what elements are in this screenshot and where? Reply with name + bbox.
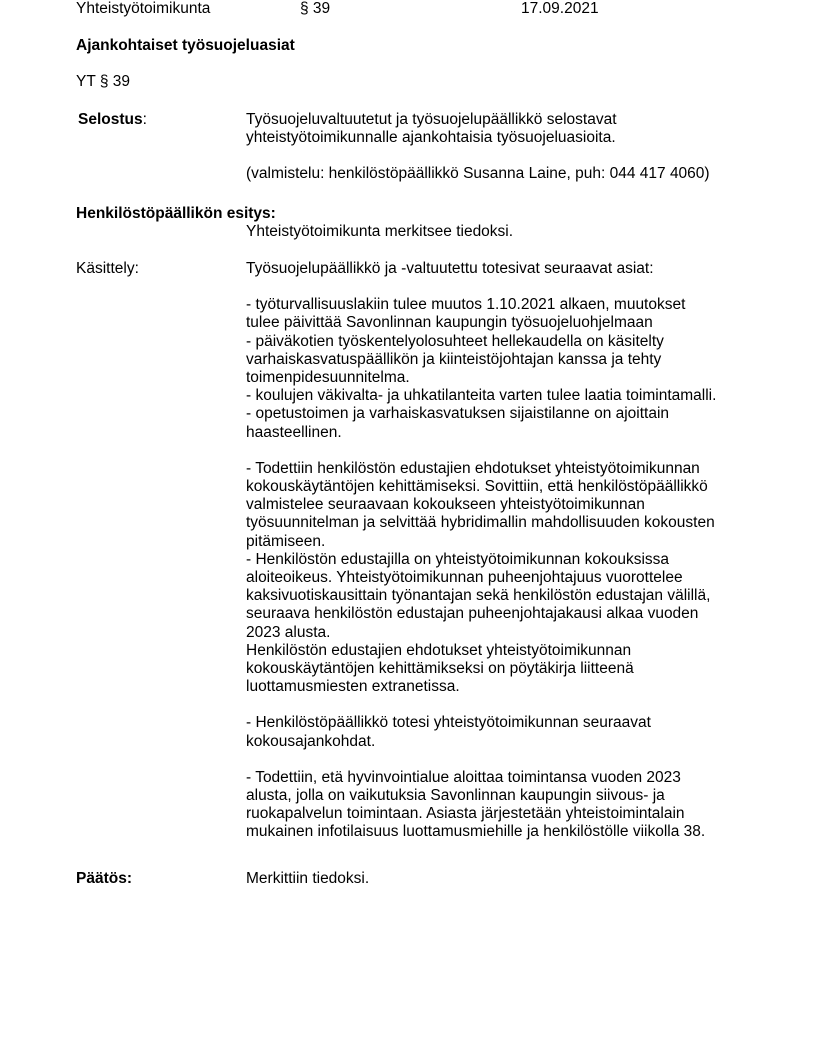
section-reference: YT § 39 bbox=[76, 73, 131, 90]
selostus-text: Työsuojeluvaltuutetut ja työsuojelupäällikkö selostavat yhteistyötoimikunnalle ajankohtaisia työsuojeluasioita. bbox=[246, 111, 617, 147]
document-header bbox=[0, 0, 816, 20]
selostus-preparer: (valmistelu: henkilöstöpäällikkö Susanna Laine, puh: 044 417 4060) bbox=[246, 165, 710, 183]
kasittely-block-1: - työturvallisuuslakiin tulee muutos 1.10.2021 alkaen, muutokset tulee päivittää Savonlinnan kaupungin työsuojeluohjelmaan - päiväkotien työskentelyolosuhteet hellekaudella on käsitelty varhaiskasvatuspäällikön ja kiinteistöjohtajan kanssa ja tehty toimenpidesuunnitelma. - koulujen väkivalta- ja uhkatilanteita varten tulee laatia toimintamalli. - opetustoimen ja varhaiskasvatuksen sijaistilanne on ajoittain haasteellinen. bbox=[246, 296, 717, 441]
kasittely-intro: Työsuojelupäällikkö ja -valtuutettu totesivat seuraavat asiat: bbox=[246, 260, 654, 277]
esitys-text: Yhteistyötoimikunta merkitsee tiedoksi. bbox=[246, 223, 514, 240]
kasittely-label: Käsittely: bbox=[76, 260, 139, 277]
document-title: Ajankohtaiset työsuojeluasiat bbox=[76, 37, 295, 54]
meeting-date: 17.09.2021 bbox=[521, 0, 599, 17]
esitys-label: Henkilöstöpäällikön esitys: bbox=[76, 205, 276, 222]
paatos-label: Päätös: bbox=[76, 870, 132, 887]
paatos-body bbox=[246, 870, 746, 888]
paatos-text: Merkittiin tiedoksi. bbox=[246, 870, 370, 887]
selostus-label: Selostus: bbox=[78, 111, 147, 128]
kasittely-body bbox=[246, 260, 746, 842]
kasittely-block-4: - Todettiin, etä hyvinvointialue aloittaa toimintansa vuoden 2023 alusta, jolla on vaikutuksia Savonlinnan kaupungin siivous- ja ruokapalvelun toimintaan. Asiasta järjestetään yhteistoimintalain mukainen infotilaisuus luottamusmiehille ja henkilöstölle viikolla 38. bbox=[246, 768, 706, 841]
selostus-body bbox=[246, 111, 746, 184]
committee-name: Yhteistyötoimikunta bbox=[76, 0, 211, 17]
section-number: § 39 bbox=[300, 0, 331, 17]
kasittely-block-2: - Todettiin henkilöstön edustajien ehdotukset yhteistyötoimikunnan kokouskäytäntöjen kehittämiseksi. Sovittiin, että henkilöstöpäällikkö valmistelee seuraavaan kokoukseen yhteistyötoimikunnan työsuunnitelman ja selvittää hybridimallin mahdollisuuden kokousten pitämiseen. - Henkilöstön edustajilla on yhteistyötoimikunnan kokouksissa aloiteoikeus. Yhteistyötoimikunnan puheenjohtajuus vuorottelee kaksivuotiskausittain työnantajan sekä henkilöstön edustajan välillä, seuraava henkilöstön edustajan puheenjohtajakausi alkaa vuoden 2023 alusta. Henkilöstön edustajien ehdotukset yhteistyötoimikunnan kokouskäytäntöjen kehittämikseksi on pöytäkirja liitteenä luottamusmiesten extranetissa. bbox=[246, 459, 715, 696]
kasittely-block-3: - Henkilöstöpäällikkö totesi yhteistyötoimikunnan seuraavat kokousajankohdat. bbox=[246, 714, 651, 750]
esitys-body bbox=[246, 223, 746, 241]
